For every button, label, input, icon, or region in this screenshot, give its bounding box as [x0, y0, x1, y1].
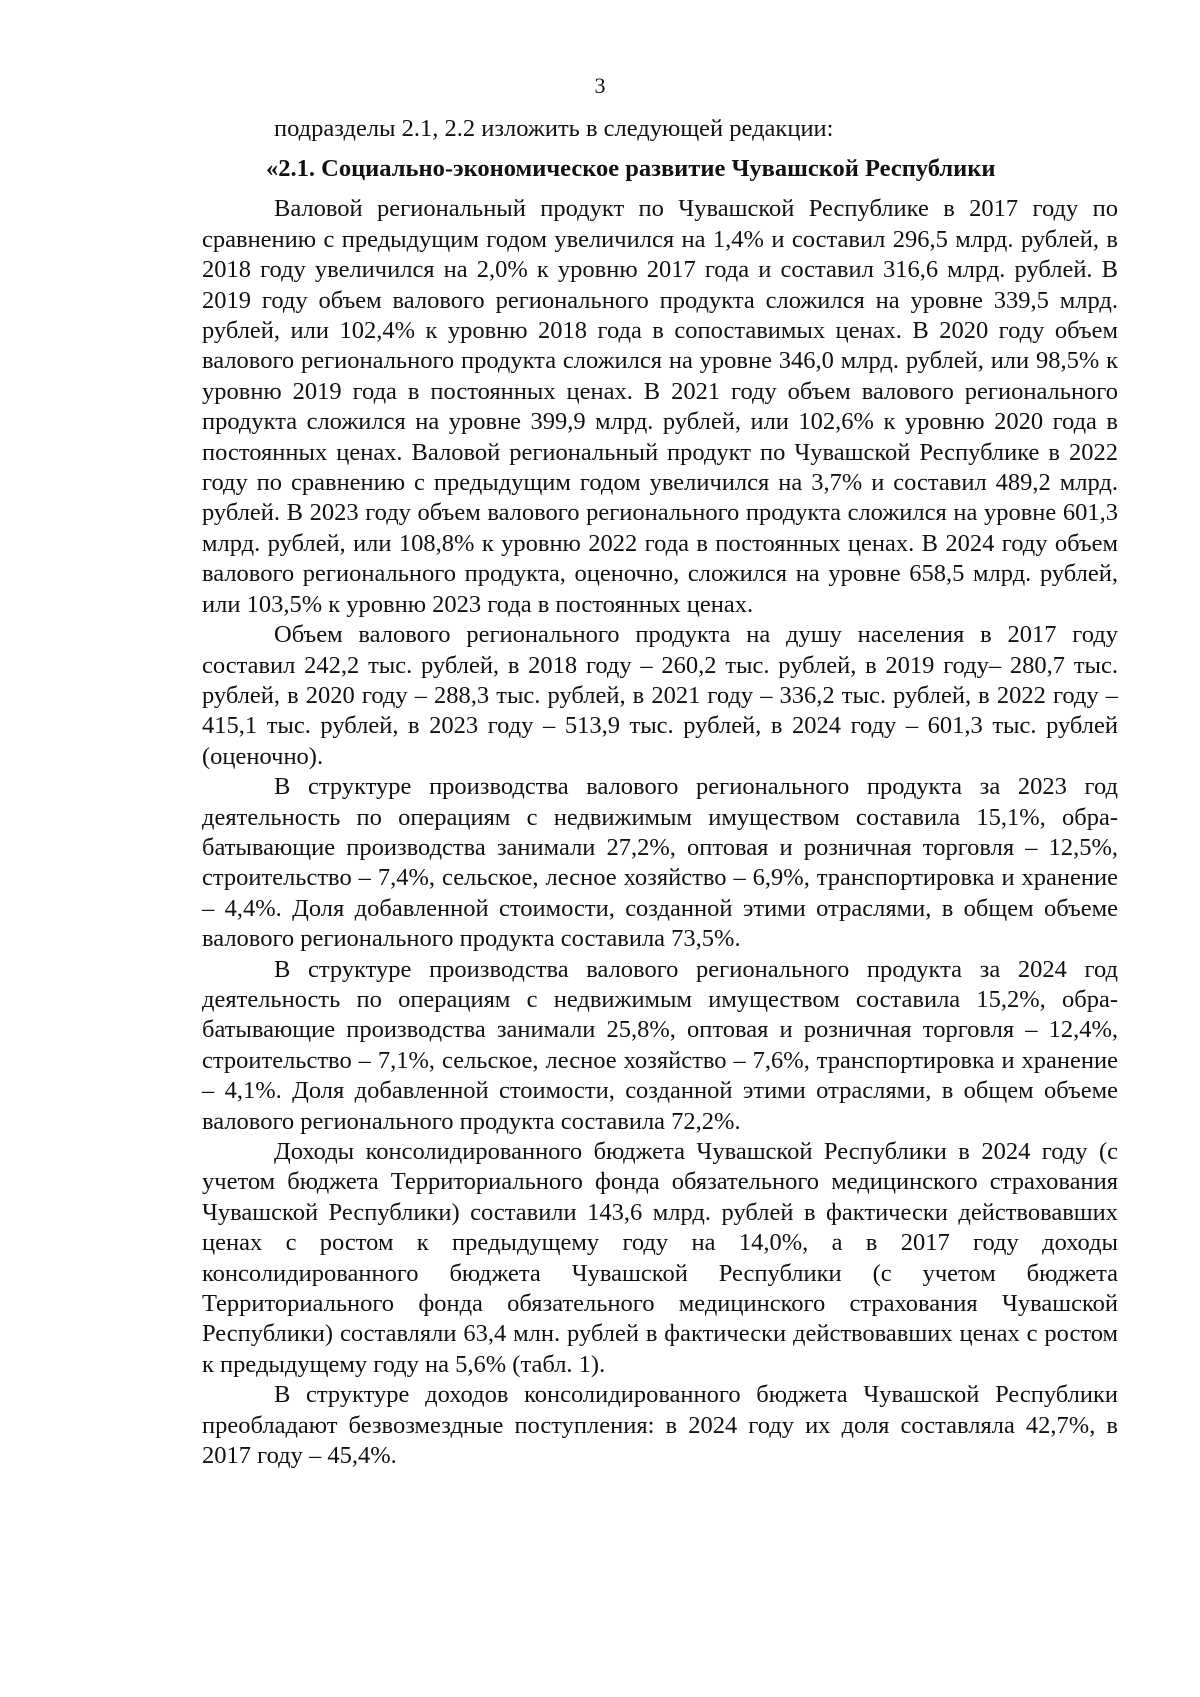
paragraph-revenue-structure: В структуре доходов консолидированного бюджета Чувашской Республики преобладают безвозмездные поступления: в 2024 году их доля составляла 42,7%, в 2017 году – 45,4%. [202, 1381, 1118, 1470]
document-body [202, 114, 1118, 1471]
section-heading: «2.1. Социально-экономическое развитие Чувашской Республики [266, 155, 996, 183]
paragraph-budget-revenue: Доходы консолидированного бюджета Чувашской Республики в 2024 году (с учетом бюджета Территориального фонда обязательного медицинского страхования Чувашской Республики) составили 143,6 млрд. рублей в фактически действовавших ценах с ростом к предыдущему году на 14,0%, а в 2017 году доходы консолидированного бюджета Чувашской Республики (с учетом бюджета Территориального фонда обязательного медицинского страхования Чувашской Республики) составляли 63,4 млн. рублей в фактически действовавших ценах с ростом к предыдущему году на 5,6% (табл. 1). [202, 1138, 1118, 1378]
paragraph-grp-per-capita: Объем валового регионального продукта на душу населения в 2017 году составил 242,2 тыс. рублей, в 2018 году – 260,2 тыс. рублей, в 2019 году– 280,7 тыс. рублей, в 2020 году – 288,3 тыс. рублей, в 2021 году – 336,2 тыс. рублей, в 2022 году – 415,1 тыс. рублей, в 2023 году – 513,9 тыс. рублей, в 2024 году – 601,3 тыс. рублей (оценочно). [202, 621, 1118, 770]
paragraph-grp: Валовой региональный продукт по Чувашской Республике в 2017 году по сравнению с предыдущим годом увеличился на 1,4% и составил 296,5 млрд. рублей, в 2018 году увеличился на 2,0% к уровню 2017 года и составил 316,6 млрд. рублей. В 2019 году объем валового регионального продукта сложился на уровне 339,5 млрд. рублей, или 102,4% к уровню 2018 года в сопоставимых ценах. В 2020 году объем валового регионального продукта сложился на уровне 346,0 млрд. рублей, или 98,5% к уровню 2019 года в постоянных ценах. В 2021 году объем валового регионального продукта сложился на уровне 399,9 млрд. рублей, или 102,6% к уровню 2020 года в постоянных ценах. Валовой региональный продукт по Чувашской Республике в 2022 году по сравнению с предыдущим годом увеличился на 3,7% и составил 489,2 млрд. рублей. В 2023 году объем валового регионального продукта сложился на уровне 601,3 млрд. рублей, или 108,8% к уровню 2022 года в постоянных ценах. В 2024 году объем валового регионального продукта, оценочно, сложился на уровне 658,5 млрд. рублей, или 103,5% к уровню 2023 года в постоянных ценах. [202, 195, 1118, 618]
intro-text: подразделы 2.1, 2.2 изложить в следующей редакции: [274, 115, 834, 142]
paragraph-structure-2024: В структуре производства валового регионального продукта за 2024 год деятельность по операциям с недвижимым имуществом составила 15,2%, обрабатывающие производства занимали 25,8%, оптовая и розничная торговля – 12,4%, строительство – 7,1%, сельское, лесное хозяйство – 7,6%, транспортировка и хранение – 4,1%. Доля добавленной стоимости, созданной этими отраслями, в общем объеме валового регионального продукта составила 72,2%. [202, 955, 1118, 1135]
page-number: 3 [594, 73, 606, 98]
paragraph-structure-2023: В структуре производства валового регионального продукта за 2023 год деятельность по операциям с недвижимым имуществом составила 15,1%, обрабатывающие производства занимали 27,2%, оптовая и розничная торговля – 12,5%, строительство – 7,4%, сельское, лесное хозяйство – 6,9%, транспортировка и хранение – 4,4%. Доля добавленной стоимости, созданной этими отраслями, в общем объеме валового регионального продукта составила 73,5%. [202, 773, 1118, 953]
